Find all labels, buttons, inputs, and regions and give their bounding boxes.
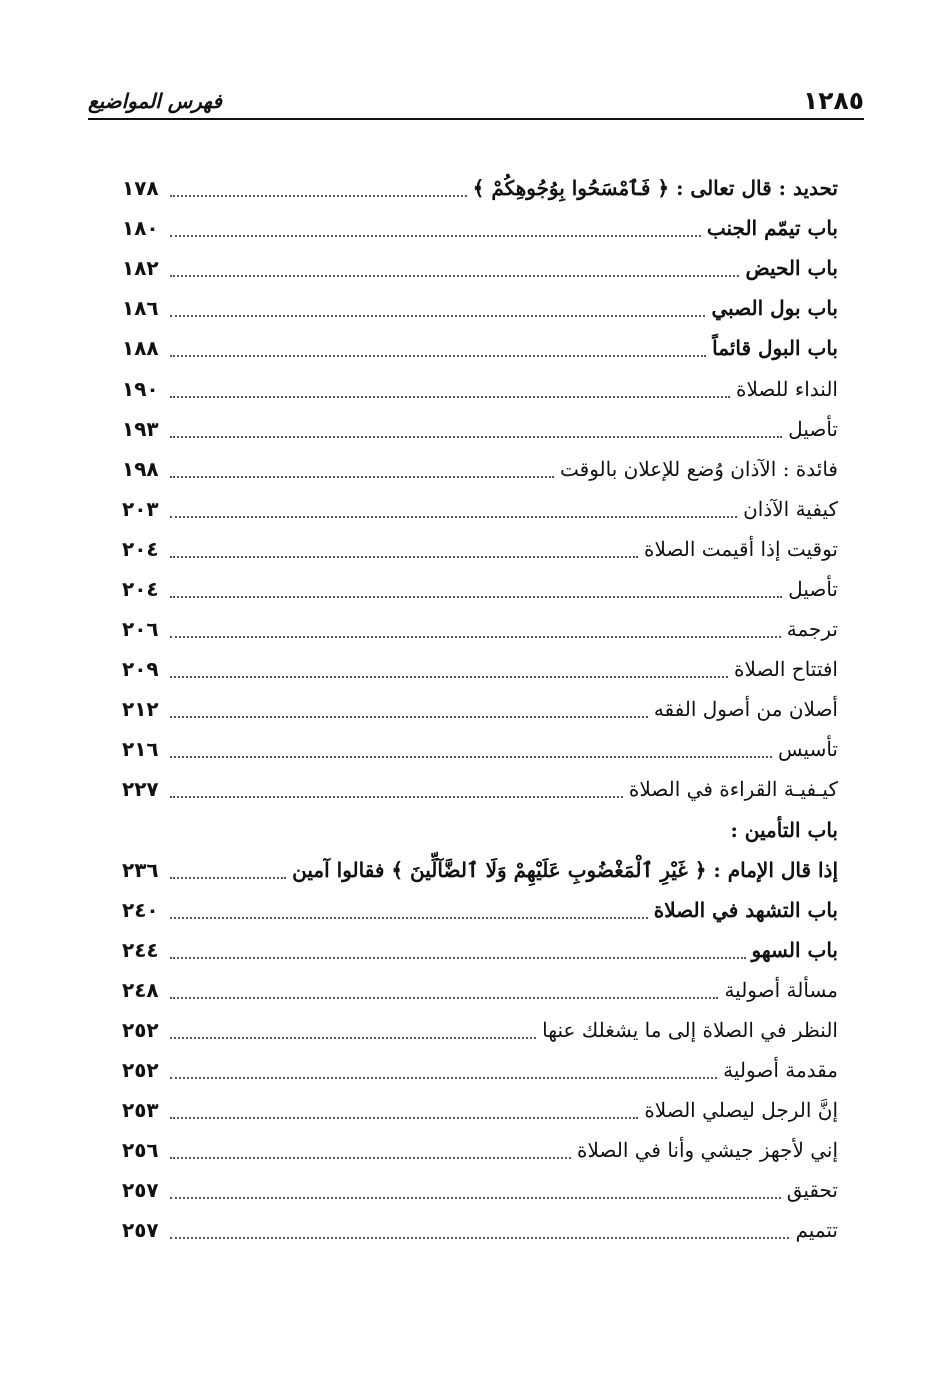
toc-entry-title: مسألة أصولية (724, 977, 838, 1002)
toc-entry-title: باب التأمين : (730, 817, 838, 842)
toc-entry-page: ٢٥٧ (122, 1218, 159, 1243)
table-of-contents (122, 168, 838, 1251)
dot-leader (170, 1197, 781, 1199)
toc-entry (122, 1210, 838, 1250)
dot-leader (170, 1077, 717, 1079)
toc-entry-title: باب بول الصبي (711, 296, 838, 321)
toc-entry-title: كيفية الآذان (743, 496, 838, 521)
dot-leader (170, 1117, 638, 1119)
toc-entry-page: ١٨٢ (122, 256, 159, 281)
toc-entry (122, 930, 838, 970)
toc-entry-page: ٢٤٨ (122, 977, 159, 1002)
toc-entry-title: توقيت إذا أقيمت الصلاة (644, 536, 838, 561)
toc-entry-page: ٢٠٦ (122, 617, 159, 642)
toc-entry-page: ٢٠٩ (122, 657, 159, 682)
toc-entry (122, 288, 838, 328)
toc-entry-title: فائدة : الآذان وُضع للإعلان بالوقت (560, 456, 838, 481)
toc-entry (122, 168, 838, 208)
toc-entry-title: مقدمة أصولية (723, 1058, 838, 1083)
page-number: ١٢٨٥ (802, 86, 864, 115)
toc-entry (122, 1130, 838, 1170)
dot-leader (170, 716, 648, 718)
toc-entry-page: ٢٠٤ (122, 576, 159, 601)
toc-entry (122, 569, 838, 609)
toc-entry (122, 529, 838, 569)
dot-leader (170, 877, 286, 879)
toc-entry-page: ٢٠٣ (122, 496, 159, 521)
toc-entry-title: باب التشهد في الصلاة (653, 897, 838, 922)
toc-entry-page: ١٩٣ (122, 416, 159, 441)
toc-entry-page: ١٩٨ (122, 456, 159, 481)
dot-leader (170, 235, 701, 237)
toc-entry (122, 449, 838, 489)
toc-entry-page: ٢٥٦ (122, 1138, 159, 1163)
dot-leader (170, 917, 648, 919)
toc-entry (122, 1010, 838, 1050)
dot-leader (170, 315, 705, 317)
toc-entry-page: ٢٤٠ (122, 897, 159, 922)
dot-leader (170, 1237, 789, 1239)
dot-leader (170, 636, 781, 638)
toc-entry (122, 769, 838, 809)
dot-leader (170, 676, 728, 678)
toc-entry-page: ١٨٦ (122, 296, 159, 321)
toc-entry-title: باب الحيض (745, 256, 838, 281)
toc-entry-page: ٢٥٢ (122, 1018, 159, 1043)
toc-entry-title: باب السهو (751, 937, 838, 962)
toc-entry-title: تحديد : قال تعالى : ﴿ فَٱمْسَحُوا بِوُجُوهِكُمْ ﴾ (472, 176, 838, 201)
toc-entry-page: ٢٠٤ (122, 536, 159, 561)
toc-entry-page: ٢١٦ (122, 737, 159, 762)
toc-entry-title: تأصيل (788, 576, 838, 601)
toc-entry (122, 890, 838, 930)
toc-entry-title: إنَّ الرجل ليصلي الصلاة (644, 1098, 838, 1123)
dot-leader (170, 556, 638, 558)
toc-entry (122, 1090, 838, 1130)
toc-entry-title: أصلان من أصول الفقه (653, 697, 838, 722)
toc-entry-page: ٢٤٤ (122, 937, 159, 962)
toc-entry (122, 248, 838, 288)
dot-leader (170, 275, 739, 277)
toc-entry (122, 970, 838, 1010)
toc-entry-title: باب تيمّم الجنب (706, 216, 838, 241)
toc-entry (122, 850, 838, 890)
toc-entry (122, 1050, 838, 1090)
toc-entry-page: ٢٣٦ (122, 857, 159, 882)
toc-entry-title: إذا قال الإمام : ﴿ غَيْرِ ٱلْمَغْضُوبِ عَلَيْهِمْ وَلَا ٱلضَّآلِّينَ ﴾ فقالوا آمين (292, 857, 838, 882)
dot-leader (170, 436, 782, 438)
page-header (88, 82, 864, 120)
toc-entry (122, 368, 838, 408)
toc-entry-title: ترجمة (786, 617, 838, 642)
toc-entry-title: تأسيس (778, 737, 838, 762)
toc-entry (122, 328, 838, 368)
toc-entry-title: تتميم (795, 1218, 838, 1243)
toc-entry (122, 609, 838, 649)
dot-leader (170, 516, 737, 518)
dot-leader (170, 596, 782, 598)
toc-entry-title: افتتاح الصلاة (734, 657, 838, 682)
dot-leader (170, 796, 623, 798)
toc-entry-title: باب البول قائماً (712, 336, 838, 361)
dot-leader (170, 1037, 536, 1039)
toc-entry-page: ٢٢٧ (122, 777, 159, 802)
dot-leader (170, 997, 718, 999)
toc-entry-page: ٢٥٢ (122, 1058, 159, 1083)
toc-entry-title: كيـفيـة القراءة في الصلاة (628, 777, 838, 802)
toc-entry-page: ١٨٠ (122, 216, 159, 241)
toc-entry-title: النظر في الصلاة إلى ما يشغلك عنها (542, 1018, 838, 1043)
dot-leader (170, 756, 772, 758)
toc-entry (122, 489, 838, 529)
toc-entry (122, 409, 838, 449)
toc-section-heading (122, 810, 838, 850)
toc-entry-page: ٢٥٧ (122, 1178, 159, 1203)
toc-entry (122, 729, 838, 769)
toc-entry-title: تأصيل (788, 416, 838, 441)
dot-leader (170, 396, 730, 398)
toc-entry (122, 1170, 838, 1210)
dot-leader (170, 195, 467, 197)
toc-entry (122, 689, 838, 729)
dot-leader (170, 1157, 571, 1159)
toc-entry-title: إني لأجهز جيشي وأنا في الصلاة (576, 1138, 838, 1163)
dot-leader (170, 476, 554, 478)
toc-entry (122, 649, 838, 689)
toc-entry-title: النداء للصلاة (736, 376, 838, 401)
toc-entry-page: ١٩٠ (122, 376, 159, 401)
dot-leader (170, 957, 746, 959)
dot-leader (170, 355, 706, 357)
toc-entry-page: ٢٥٣ (122, 1098, 159, 1123)
toc-entry-title: تحقيق (786, 1178, 838, 1203)
toc-entry (122, 208, 838, 248)
running-title: فهرس المواضيع (88, 89, 222, 113)
toc-entry-page: ١٧٨ (122, 176, 159, 201)
toc-entry-page: ٢١٢ (122, 697, 159, 722)
toc-entry-page: ١٨٨ (122, 336, 159, 361)
